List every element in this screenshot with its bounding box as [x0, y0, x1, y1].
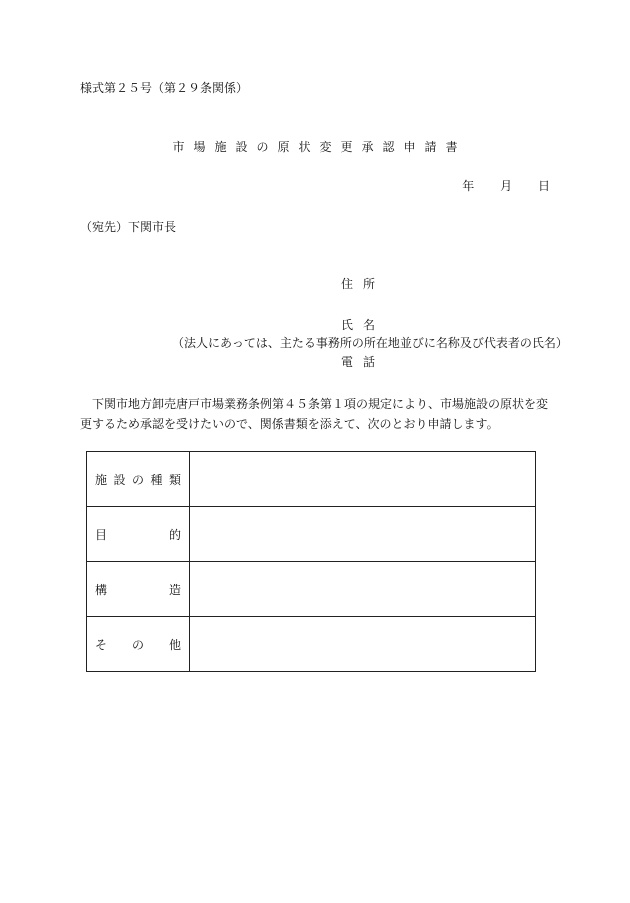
row-label-cell	[87, 452, 190, 507]
row-label-char: 他	[168, 637, 181, 652]
row-value-cell[interactable]	[190, 507, 536, 562]
row-label-char: 目	[95, 527, 108, 542]
corporation-note: （法人にあっては、主たる事務所の所在地並びに名称及び代表者の氏名）	[172, 336, 568, 350]
form-number: 様式第２５号（第２９条関係）	[80, 81, 249, 95]
date-day: 日	[537, 179, 550, 193]
table-row	[87, 562, 536, 617]
document-title: 市場施設の原状変更承認申請書	[172, 140, 467, 154]
row-label	[87, 562, 189, 616]
name-label: 氏名	[341, 318, 386, 332]
date-year: 年	[462, 179, 475, 193]
row-label-cell	[87, 562, 190, 617]
addressee: （宛先）下関市長	[80, 220, 177, 234]
row-label-char: 造	[168, 582, 181, 597]
phone-label: 電話	[341, 355, 386, 369]
row-label-cell	[87, 507, 190, 562]
row-value-cell[interactable]	[190, 562, 536, 617]
row-label	[87, 452, 189, 506]
table-row	[87, 452, 536, 507]
row-value-cell[interactable]	[190, 452, 536, 507]
row-label-char: そ	[95, 637, 108, 652]
row-label-char: 施	[95, 472, 108, 487]
row-label-char: 種	[150, 472, 163, 487]
body-paragraph: 下関市地方卸売唐戸市場業務条例第４５条第１項の規定により、市場施設の原状を変更するため承認を受けたいので、関係書類を添えて、次のとおり申請します。	[80, 397, 549, 431]
row-label-char: の	[131, 472, 144, 487]
row-label	[87, 507, 189, 561]
row-value-cell[interactable]	[190, 617, 536, 672]
address-label: 住所	[341, 277, 386, 291]
row-label-char: の	[131, 637, 144, 652]
detail-table	[86, 451, 536, 672]
row-label-cell	[87, 617, 190, 672]
date-line	[440, 178, 550, 194]
row-label-char: 的	[168, 527, 181, 542]
row-label-char: 構	[95, 582, 108, 597]
table-row	[87, 507, 536, 562]
row-label-char: 設	[113, 472, 126, 487]
row-label-char: 類	[168, 472, 181, 487]
date-month: 月	[500, 179, 513, 193]
table-row	[87, 617, 536, 672]
row-label	[87, 617, 189, 671]
